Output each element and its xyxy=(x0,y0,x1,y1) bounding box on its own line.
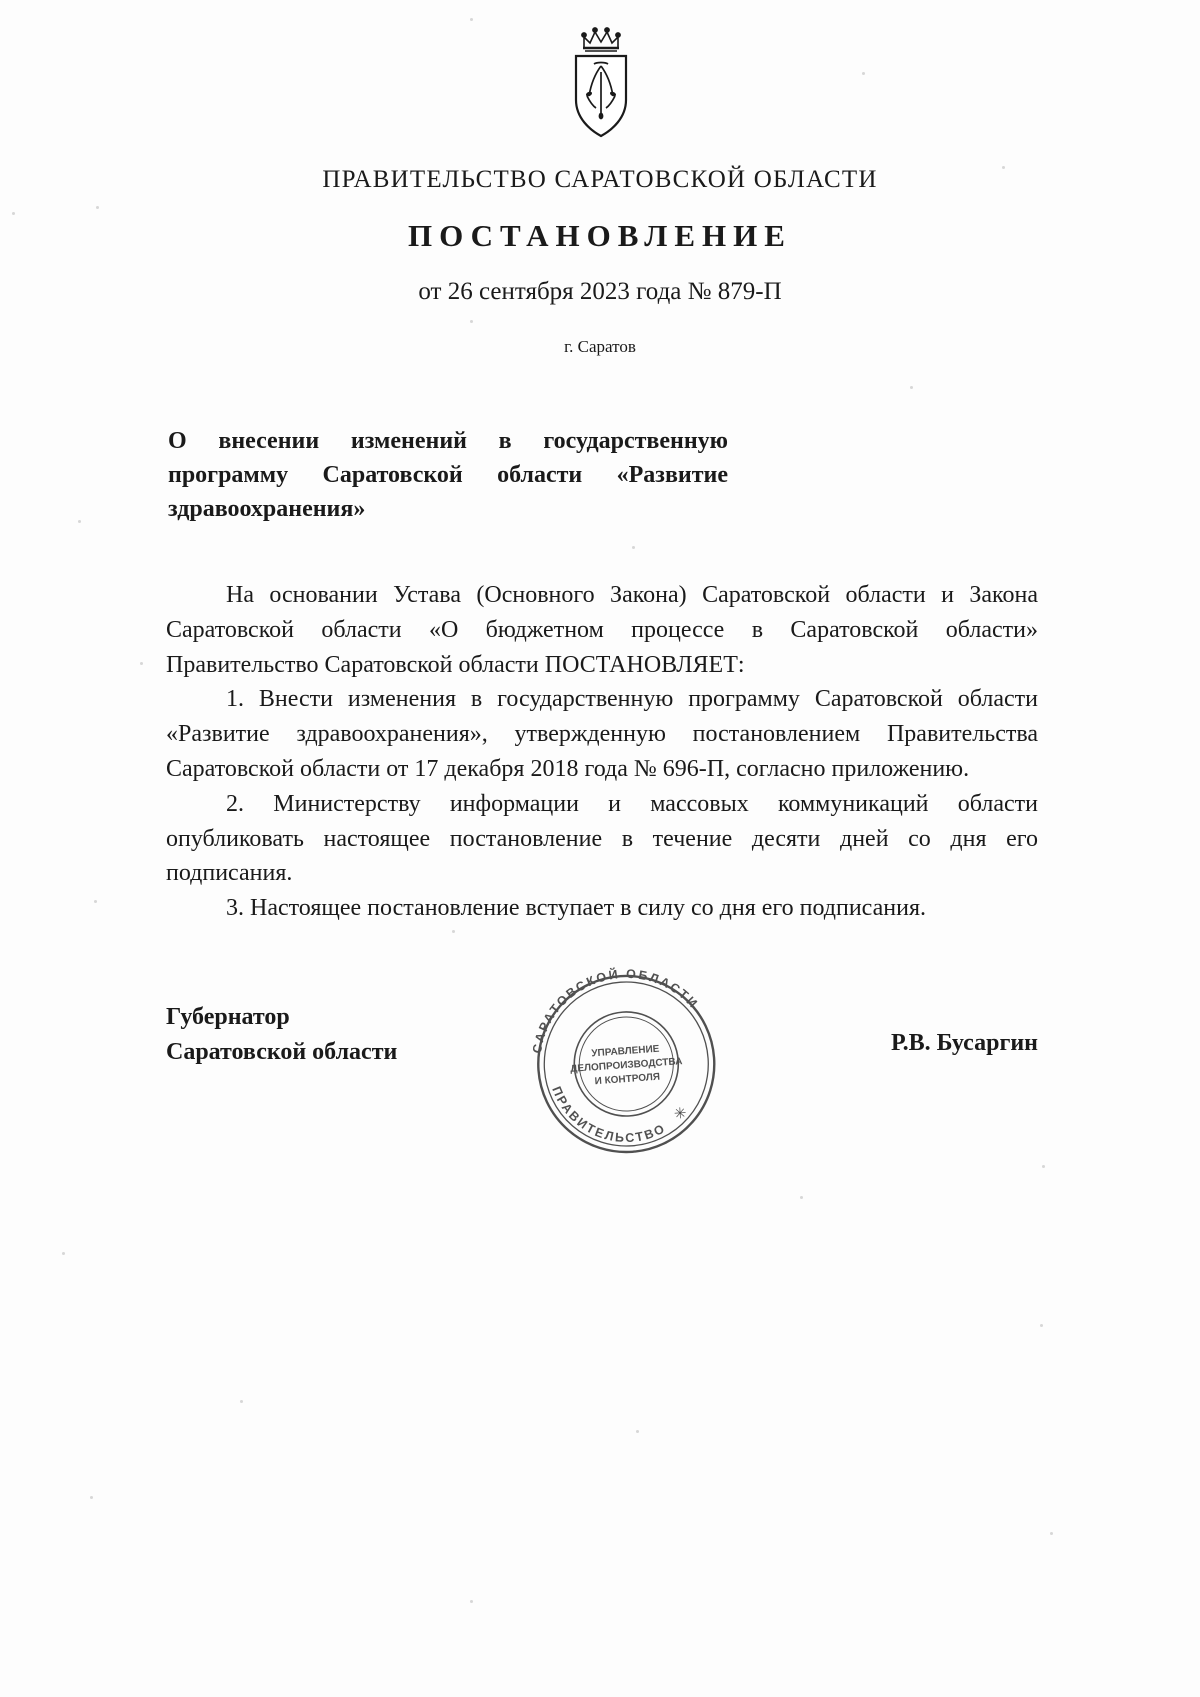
svg-text:УПРАВЛЕНИЕ: УПРАВЛЕНИЕ xyxy=(591,1043,660,1060)
scan-speck xyxy=(862,72,865,75)
svg-text:ПРАВИТЕЛЬСТВО: ПРАВИТЕЛЬСТВО xyxy=(549,1084,669,1146)
document-city: г. Саратов xyxy=(564,337,636,356)
scan-speck xyxy=(800,1196,803,1199)
scan-speck xyxy=(1050,1532,1053,1535)
scan-speck xyxy=(62,1252,65,1255)
svg-text:ДЕЛОПРОИЗВОДСТВА: ДЕЛОПРОИЗВОДСТВА xyxy=(569,1056,683,1075)
scan-speck xyxy=(96,206,99,209)
signatory-position xyxy=(166,1000,397,1070)
svg-text:И КОНТРОЛЯ: И КОНТРОЛЯ xyxy=(594,1071,661,1088)
scan-speck xyxy=(452,930,455,933)
scan-speck xyxy=(470,320,473,323)
signatory-name: Р.В. Бусаргин xyxy=(890,1030,1038,1056)
saratov-oblast-coat-of-arms-icon xyxy=(556,22,646,142)
scan-speck xyxy=(78,520,81,523)
body-paragraph: 3. Настоящее постановление вступает в силу со дня его подписания. xyxy=(226,895,927,922)
svg-text:✳: ✳ xyxy=(673,1104,688,1123)
organization-name: ПРАВИТЕЛЬСТВО САРАТОВСКОЙ ОБЛАСТИ xyxy=(322,166,878,193)
signatory-position-line1: Губернатор xyxy=(166,1004,290,1030)
body-paragraph: 1. Внести изменения в государственную программу Саратовской области «Развитие здравоохранения», утвержденную постановлением Правительства Саратовской области от 17 декабря 2018 года № 696-П, согласно приложению. xyxy=(166,686,1038,782)
scan-speck xyxy=(1042,1165,1045,1168)
scan-speck xyxy=(636,1430,639,1433)
document-body xyxy=(166,578,1038,926)
svg-text:САРАТОВСКОЙ ОБЛАСТИ: САРАТОВСКОЙ ОБЛАСТИ xyxy=(529,966,702,1055)
scan-speck xyxy=(12,212,15,215)
signatory-position-line2: Саратовской области xyxy=(166,1038,398,1065)
document-type-heading: ПОСТАНОВЛЕНИЕ xyxy=(408,218,792,253)
scan-speck xyxy=(910,386,913,389)
scan-speck xyxy=(90,1496,93,1499)
scan-speck xyxy=(470,1600,473,1603)
official-round-stamp-icon xyxy=(511,953,740,1168)
page-title: О внесении изменений в государственную программу Саратовской области «Развитие здравоохранения» xyxy=(168,428,728,523)
document-date-number: от 26 сентября 2023 года № 879-П xyxy=(418,278,782,305)
scan-speck xyxy=(470,18,473,21)
scan-speck xyxy=(1040,1324,1043,1327)
scan-speck xyxy=(94,900,97,903)
body-paragraph: На основании Устава (Основного Закона) Саратовской области и Закона Саратовской области «О бюджетном процессе в Саратовской области» Правительство Саратовской области ПОСТАНОВЛЯЕТ: xyxy=(166,582,1038,678)
body-paragraph: 2. Министерству информации и массовых коммуникаций области опубликовать настоящее постановление в течение десяти дней со дня его подписания. xyxy=(166,790,1038,887)
scan-speck xyxy=(240,1400,243,1403)
scan-speck xyxy=(140,662,143,665)
scan-speck xyxy=(632,546,635,549)
